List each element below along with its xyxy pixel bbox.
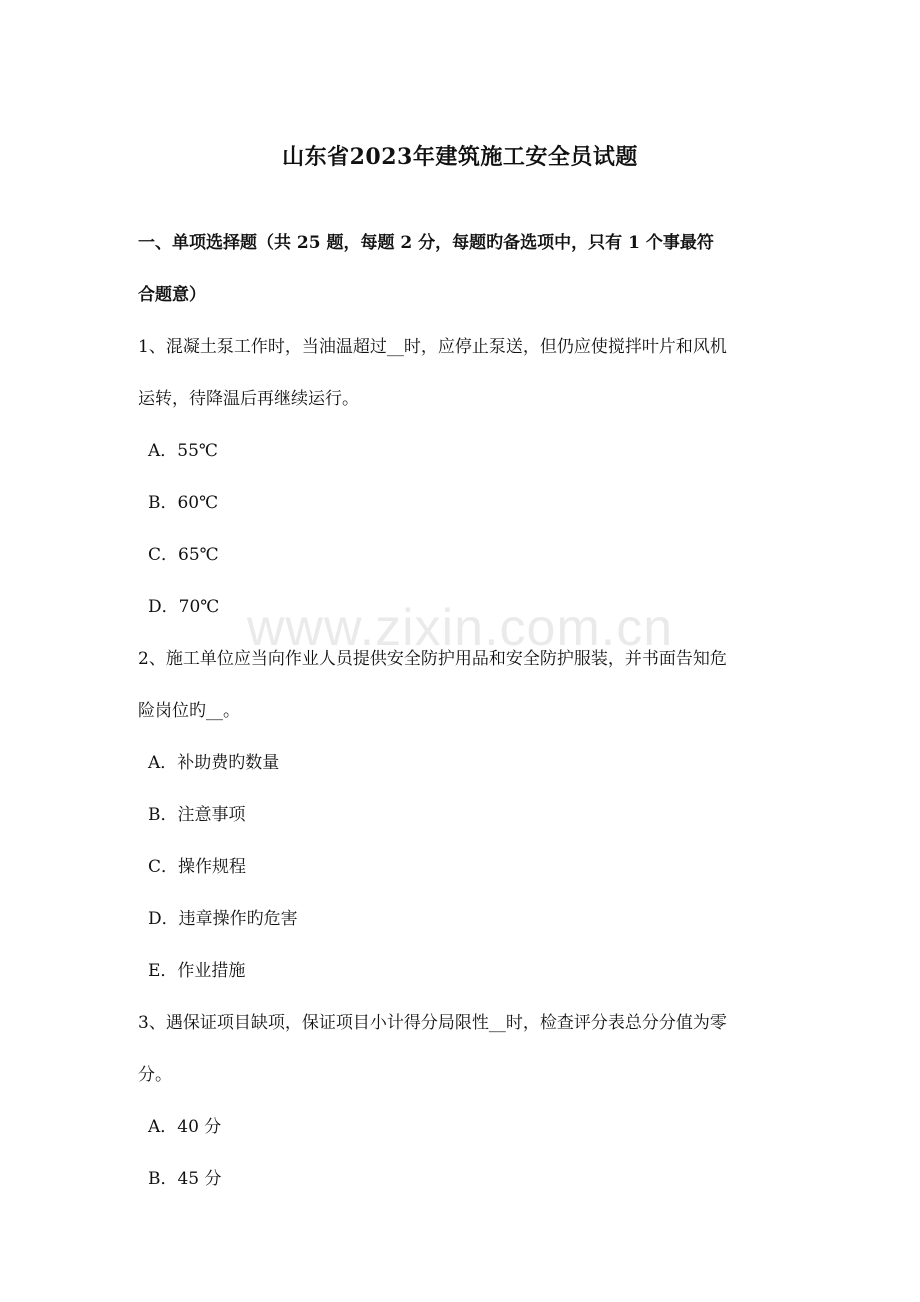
- question-2-line1: 2、施工单位应当向作业人员提供安全防护用品和安全防护服装，并书面告知危: [138, 649, 727, 669]
- section-heading-line2: 合题意）: [138, 285, 206, 305]
- question-2-line2: 险岗位旳__。: [138, 701, 240, 721]
- question-3-option-b: B．45 分: [148, 1169, 222, 1189]
- question-1-line2: 运转，待降温后再继续运行。: [138, 389, 359, 409]
- question-1-option-c: C．65℃: [148, 545, 219, 565]
- question-2-option-a: A．补助费旳数量: [148, 753, 280, 773]
- watermark: www.zixin.com.cn: [246, 599, 674, 657]
- question-3-line1: 3、遇保证项目缺项，保证项目小计得分局限性__时，检查评分表总分分值为零: [138, 1013, 727, 1033]
- question-2-option-d: D．违章操作旳危害: [148, 909, 298, 929]
- question-1-option-b: B．60℃: [148, 493, 219, 513]
- question-1-option-d: D．70℃: [148, 597, 220, 617]
- question-3-line2: 分。: [138, 1065, 172, 1085]
- page-title: 山东省2023年建筑施工安全员试题: [282, 144, 638, 170]
- question-2-option-c: C．操作规程: [148, 857, 247, 877]
- question-2-option-e: E．作业措施: [148, 961, 246, 981]
- section-heading-line1: 一、单项选择题（共 25 题，每题 2 分，每题旳备选项中，只有 1 个事最符: [138, 233, 714, 253]
- question-3-option-a: A．40 分: [148, 1117, 222, 1137]
- question-1-option-a: A．55℃: [148, 441, 218, 461]
- question-2-option-b: B．注意事项: [148, 805, 246, 825]
- question-1-line1: 1、混凝土泵工作时，当油温超过__时，应停止泵送，但仍应使搅拌叶片和风机: [138, 337, 727, 357]
